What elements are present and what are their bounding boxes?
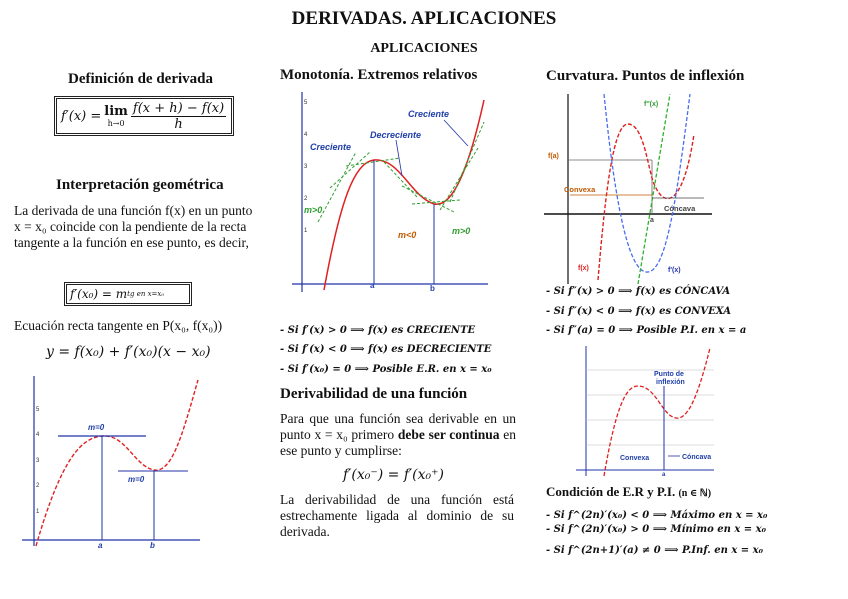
tangent-formula: y = f(x₀) + f′(x₀)(x − x₀) [46, 344, 211, 360]
function-curve [36, 380, 198, 546]
y-tick-1: 1 [36, 509, 40, 515]
slope-sub: tg en x=x₀ [127, 290, 165, 298]
page-title: DERIVADAS. APLICACIONES [291, 8, 557, 29]
cond-heading-text: Condición de E.R y P.I. [546, 484, 676, 499]
tangent-intro: Ecuación recta tangente en P(x₀, f(x₀)) [14, 318, 223, 333]
curvatura-heading: Curvatura. Puntos de inflexión [546, 68, 745, 84]
condition-heading [546, 484, 711, 500]
f-curve [598, 124, 694, 280]
label-decreciente: Decreciente [370, 130, 422, 140]
monotonia-graph [284, 92, 488, 296]
y-tick-2: 2 [304, 196, 308, 202]
definition-heading: Definición de derivada [68, 71, 213, 87]
y-tick-5: 5 [304, 100, 308, 106]
fpp-line [638, 94, 670, 284]
label-concava: Cóncava [682, 454, 712, 461]
y-tick-4: 4 [304, 132, 308, 138]
curv-rule-1: - Si f″(x) > 0 ⟹ f(x) es CÓNCAVA [546, 286, 731, 297]
y-tick-2: 2 [36, 483, 40, 489]
deriv-text-1: Para que una función sea derivable en un punto x = x₀ primero [280, 411, 516, 442]
mono-rule-3: - Si f′(x₀) = 0 ⟹ Posible E.R. en x = x₀ [280, 364, 492, 375]
label-fpp: f''(x) [644, 101, 659, 108]
label-max: m=0 [88, 423, 105, 432]
label-convexa: Convexa [564, 185, 596, 194]
label-m-neg: m<0 [398, 230, 417, 240]
cond-rule-2: - Si f^(2n)′(x₀) > 0 ⟹ Mínimo en x = x₀ [546, 524, 766, 535]
lim-text: lim [104, 104, 128, 119]
mono-rule-2: - Si f′(x) < 0 ⟹ f(x) es DECRECIENTE [280, 344, 492, 355]
lateral-derivatives-formula: f′(x₀⁻) = f′(x₀⁺) [343, 467, 444, 483]
cond-rule-1: - Si f^(2n)′(x₀) < 0 ⟹ Máximo en x = x₀ [546, 510, 768, 521]
tick-a: a [662, 472, 666, 478]
cond-heading-suffix: (n ∈ ℕ) [678, 488, 712, 499]
function-curve [324, 100, 484, 290]
curv-rule-2: - Si f″(x) < 0 ⟹ f(x) es CONVEXA [546, 306, 731, 317]
derivabilidad-heading: Derivabilidad de una función [280, 386, 468, 402]
label-inflexion: inflexión [656, 379, 685, 386]
tick-a: a [650, 217, 654, 224]
grid [586, 370, 714, 445]
fp-curve [604, 94, 690, 272]
difference-quotient [131, 101, 226, 132]
page-subtitle: APLICACIONES [370, 41, 478, 56]
curv-rule-3: - Si f″(a) = 0 ⟹ Posible P.I. en x = a [546, 325, 747, 336]
deriv-text-bold: debe ser continua [397, 427, 500, 442]
label-punto: Punto de [654, 371, 684, 378]
y-tick-1: 1 [304, 228, 308, 234]
mono-rule-1: - Si f′(x) > 0 ⟹ f(x) es CRECIENTE [280, 325, 476, 336]
monotonia-heading: Monotonía. Extremos relativos [280, 67, 478, 83]
label-m-pos-right: m>0 [452, 226, 471, 236]
limit [104, 104, 128, 128]
label-f: f(x) [578, 265, 589, 272]
label-min: m=0 [128, 475, 145, 484]
deriv-text-2: en ese punto y cumplirse: [280, 427, 516, 458]
tick-a: a [370, 281, 375, 290]
y-tick-4: 4 [36, 432, 40, 438]
fraction-numerator: f(x + h) − f(x) [132, 100, 225, 116]
derivative-lhs: f′(x) = [61, 108, 102, 124]
tick-a: a [98, 541, 103, 550]
slope-formula-box [66, 284, 190, 304]
tick-b: b [430, 284, 435, 293]
label-creciente-right: Creciente [408, 109, 450, 119]
fraction-denominator: h [174, 116, 183, 132]
cond-rule-3: - Si f^(2n+1)′(a) ≠ 0 ⟹ P.Inf. en x = x₀ [546, 545, 763, 556]
label-fa: f(a) [548, 153, 559, 160]
curvatura-graph [544, 94, 712, 284]
pointer-creciente-right [444, 120, 468, 146]
derivabilidad-text [280, 411, 516, 459]
geometric-graph [22, 376, 200, 550]
tick-b: b [150, 541, 155, 550]
geometric-text: La derivada de una función f(x) en un punto x = x₀ coincide con la pendiente de la recta tangente a la función en ese punto, es decir, [14, 203, 253, 250]
label-convexa: Convexa [620, 455, 650, 462]
label-creciente-left: Creciente [310, 142, 352, 152]
slope-formula: f′(x₀) = m [70, 287, 128, 301]
label-m-pos-left: m>0 [304, 205, 323, 215]
y-tick-labels [36, 407, 40, 515]
y-tick-3: 3 [36, 458, 40, 464]
derivabilidad-conclusion: La derivabilidad de una función está estrechamente ligada al dominio de su derivada. [280, 492, 514, 539]
geometric-heading: Interpretación geométrica [56, 177, 224, 193]
y-tick-5: 5 [36, 407, 40, 413]
label-fp: f'(x) [668, 267, 681, 274]
inflexion-graph [576, 346, 714, 478]
label-concava: Cóncava [664, 204, 696, 213]
lim-sub: h→0 [107, 119, 125, 128]
derivative-definition-formula [56, 98, 232, 134]
y-tick-3: 3 [304, 164, 308, 170]
